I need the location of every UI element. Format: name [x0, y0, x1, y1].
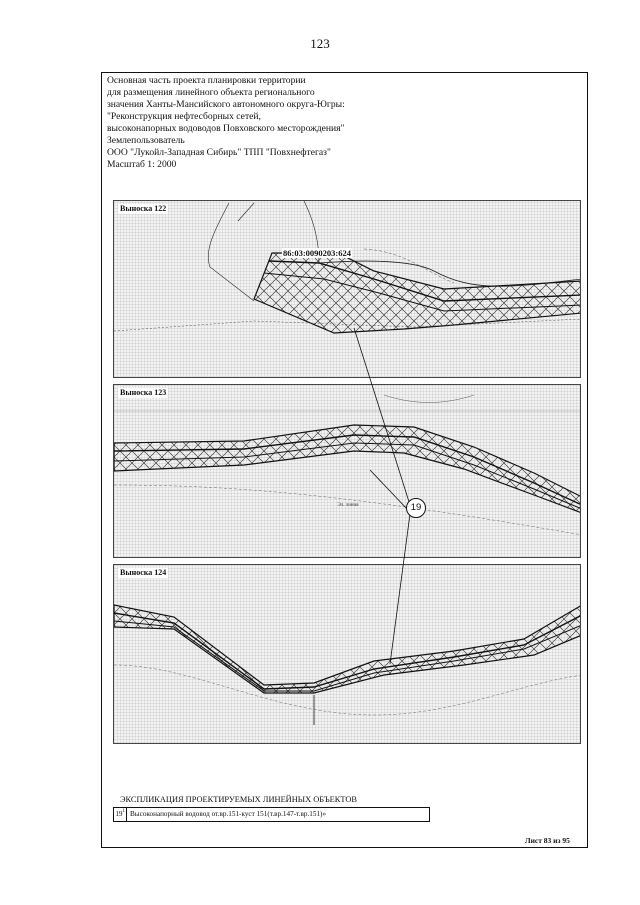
page-number: 123: [310, 36, 330, 51]
explication-title: ЭКСПЛИКАЦИЯ ПРОЕКТИРУЕМЫХ ЛИНЕЙНЫХ ОБЪЕКТОВ: [120, 795, 358, 804]
row-number-value: 19: [115, 810, 123, 818]
title-line: ООО "Лукойл-Западная Сибирь" ТПП "Повхнефтегаз": [107, 147, 331, 158]
title-line: "Реконструкция нефтесборных сетей,: [107, 111, 261, 122]
row-number-superscript: 1: [122, 809, 125, 814]
map-annotation: Эл. линия: [337, 503, 359, 508]
title-line: Основная часть проекта планировки территории: [107, 75, 306, 86]
title-line: Масштаб 1: 2000: [107, 159, 177, 170]
title-line: значения Ханты-Мансийского автономного округа-Югры:: [107, 99, 345, 110]
object-number-marker: 19: [406, 498, 426, 518]
title-line: высоконапорных водоводов Повховского месторождения": [107, 123, 345, 134]
explication-row-name: Высоконапорный водовод от.вр.151-куст 151(т.вр.147-т.вр.151)»: [130, 810, 327, 818]
sheet-number: Лист 83 из 95: [525, 836, 570, 845]
callout-label: Выноска 122: [120, 204, 167, 213]
callout-label: Выноска 124: [120, 568, 167, 577]
explication-row: [113, 807, 430, 822]
callout-label: Выноска 123: [120, 388, 167, 397]
title-line: Землепользователь: [107, 135, 185, 146]
cadastral-parcel-number: 86:03:0090203:624: [283, 248, 351, 258]
explication-row-number: [114, 808, 127, 821]
title-line: для размещения линейного объекта регионального: [107, 87, 315, 98]
